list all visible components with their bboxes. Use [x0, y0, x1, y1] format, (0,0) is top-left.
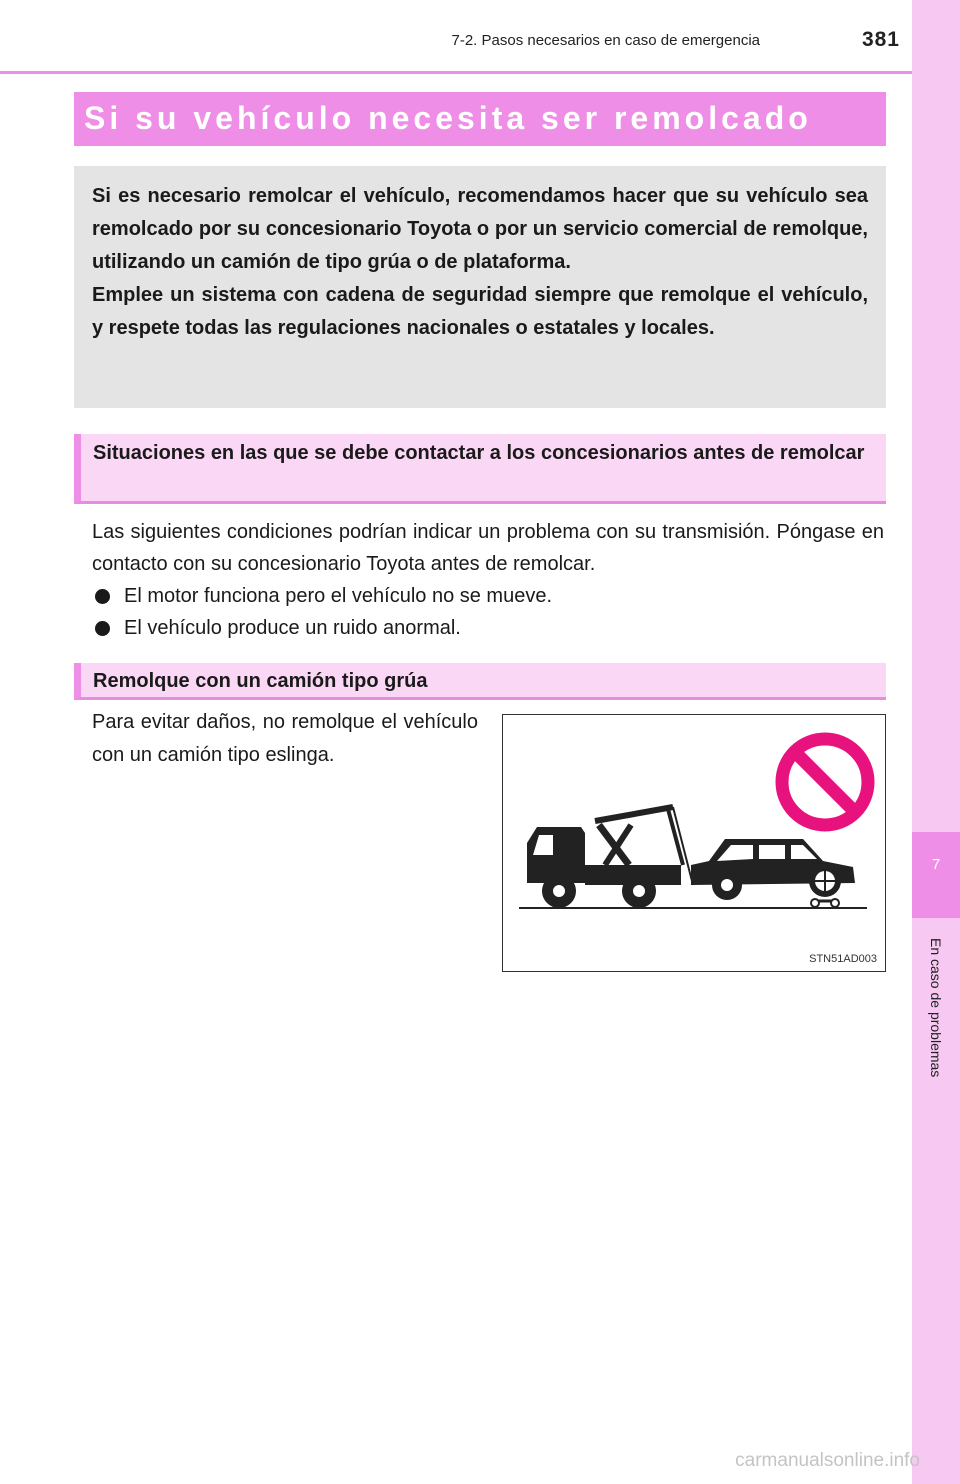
section-heading-contact-dealer: Situaciones en las que se debe contactar a los concesionarios antes de remolcar	[74, 434, 886, 504]
section-1-body: Las siguientes condiciones podrían indicar un problema con su transmisión. Póngase en contacto con su concesionario Toyota antes de remolcar.	[92, 521, 884, 575]
section-heading-tow-truck: Remolque con un camión tipo grúa	[74, 663, 886, 700]
figure-code: STN51AD003	[809, 953, 877, 965]
section-2-body: Para evitar daños, no remolque el vehículo con un camión tipo eslinga.	[92, 711, 478, 766]
watermark: carmanualsonline.info	[735, 1450, 920, 1471]
sling-tow-illustration	[502, 714, 886, 972]
chapter-tab-marker	[912, 832, 960, 918]
intro-paragraph-2: Emplee un sistema con cadena de seguridad siempre que remolque el vehículo, y respete todas las regulaciones nacionales o estatales y locales.	[92, 284, 868, 339]
chapter-side-tab	[912, 0, 960, 1484]
condition-list	[92, 580, 884, 644]
list-item	[92, 580, 884, 612]
tow-truck-drawing	[527, 807, 693, 908]
chapter-number: 7	[931, 856, 941, 873]
list-item-text: El vehículo produce un ruido anormal.	[124, 617, 461, 639]
tow-scene-drawing	[503, 715, 887, 973]
towed-car-drawing	[691, 839, 855, 907]
section-header: 7-2. Pasos necesarios en caso de emergencia	[451, 32, 760, 49]
list-item	[92, 612, 884, 644]
page-number: 381	[861, 28, 900, 51]
intro-box	[74, 166, 886, 408]
chapter-label: En caso de problemas	[928, 938, 944, 1078]
page-title: Si su vehículo necesita ser remolcado	[74, 92, 886, 146]
list-item-text: El motor funciona pero el vehículo no se mueve.	[124, 585, 553, 607]
prohibition-icon	[782, 739, 868, 825]
intro-paragraph-1: Si es necesario remolcar el vehículo, recomendamos hacer que su vehículo sea remolcado por su concesionario Toyota o por un servicio comercial de remolque, utilizando un camión de tipo grúa o de plataforma.	[92, 185, 868, 273]
header-rule	[0, 71, 912, 74]
bullet-icon	[95, 621, 110, 636]
bullet-icon	[95, 589, 110, 604]
